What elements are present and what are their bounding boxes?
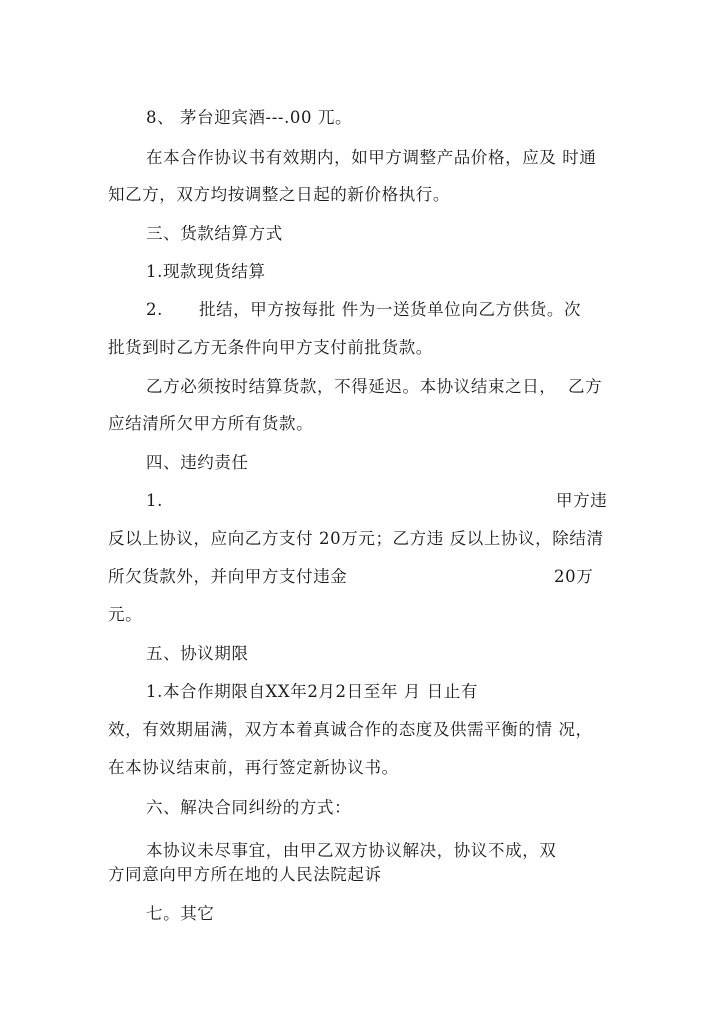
clause-3-1: 1.现款现货结算 — [146, 262, 266, 281]
section-heading-5: 五、协议期限 — [146, 644, 249, 663]
clause-3-2-text: 批结，甲方按每批 件为一送货单位向乙方供货。次 — [199, 300, 582, 319]
section-heading-6: 六、解决合同纠纷的方式： — [146, 798, 352, 817]
section-heading-4: 四、违约责任 — [146, 453, 249, 472]
clause-4-1-line-3: 所欠货款外，并向甲方支付违金 — [108, 567, 348, 586]
clause-4-1-start: 甲方违 — [556, 491, 608, 510]
clause-3-2-number: 2. — [146, 300, 163, 319]
settlement-line-1: 乙方必须按时结算货款，不得延迟。本协议结束之日， — [146, 377, 557, 396]
dispute-line-2: 方同意向甲方所在地的人民法院起诉 — [108, 865, 382, 884]
clause-4-1-number: 1. — [146, 491, 163, 510]
clause-3-2-line-2: 批货到时乙方无条件向甲方支付前批货款。 — [108, 338, 433, 357]
settlement-line-2: 应结清所欠甲方所有货款。 — [108, 414, 314, 433]
line-item-8: 8、 茅台迎宾酒---.00 兀。 — [146, 108, 353, 127]
price-adjust-line-2: 知乙方，双方均按调整之日起的新价格执行。 — [108, 185, 450, 204]
section-heading-7: 七。其它 — [146, 904, 215, 923]
clause-4-1-line-2: 反以上协议，应向乙方支付 20万元；乙方违 反以上协议，除结清 — [108, 529, 604, 548]
clause-5-1-line-2: 效，有效期届满，双方本着真诚合作的态度及供需平衡的情 况， — [108, 720, 593, 739]
settlement-line-1-end: 乙方 — [568, 377, 603, 396]
dispute-line-1: 本协议未尽事宜，由甲乙双方协议解决，协议不成，双 — [146, 841, 557, 860]
section-heading-3: 三、货款结算方式 — [146, 224, 283, 243]
clause-4-1-line-4: 元。 — [108, 605, 143, 624]
clause-5-1-line-1: 1.本合作期限自XX年2月2日至年 月 日止有 — [146, 682, 479, 701]
clause-5-1-line-3: 在本协议结束前，再行签定新协议书。 — [108, 758, 399, 777]
clause-4-1-line-3-end: 20万 — [554, 567, 594, 586]
price-adjust-line-1: 在本合作协议书有效期内，如甲方调整产品价格，应及 时通 — [146, 148, 597, 167]
